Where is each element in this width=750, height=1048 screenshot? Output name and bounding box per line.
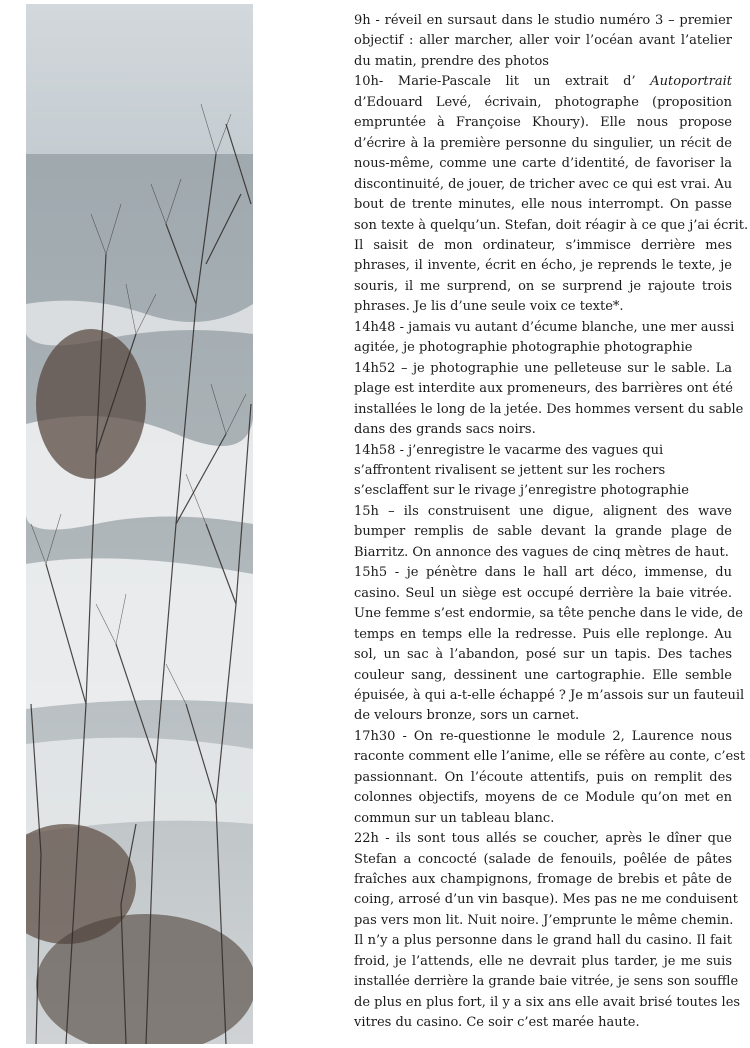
text-line: passionnant. On l’écoute attentifs, puis on remplit des (354, 769, 732, 785)
text-line: 9h - réveil en sursaut dans le studio numéro 3 – premier (354, 13, 732, 28)
text-line: sol, un sac à l’abandon, posé sur un tapis. Des taches (354, 647, 732, 663)
text-line: 15h – ils construisent une digue, alignent des wave (354, 503, 732, 519)
text-line: colonnes objectifs, moyens de ce Module qu’on met en (354, 790, 732, 806)
text-line: Stefan a concocté (salade de fenouils, poêlée de pâtes (354, 851, 732, 867)
seascape-photo (26, 4, 253, 1044)
journal-text (354, 11, 749, 1034)
text-line: coing, arrosé d’un vin basque). Mes pas ne me conduisent (354, 892, 738, 908)
text-line: fraîches aux champignons, fromage de brebis et pâte de (354, 872, 732, 888)
text-line: objectif : aller marcher, aller voir l’océan avant l’atelier (354, 33, 732, 49)
journal-entry-22h (354, 829, 741, 1034)
text-line: 22h - ils sont tous allés se coucher, après le dîner que (354, 831, 732, 847)
text-line: temps en temps elle la redresse. Puis elle replonge. Au (354, 626, 732, 642)
text-line: Une femme s’est endormie, sa tête penche dans le vide, de (354, 606, 743, 622)
text-line: installée derrière la grande baie vitrée, je sens son souffle (354, 974, 739, 990)
journal-entry-14h58 (354, 441, 732, 502)
text-line: épuisée, à qui a-t-elle échappé ? Je m’assois sur un fauteuil (354, 687, 745, 703)
text-line: couleur sang, dessinent une cartographie. Elle semble (354, 667, 732, 683)
text-line: souris, il me surprend, on se surprend je rajoute trois (354, 278, 732, 294)
seascape-photo-image (26, 4, 253, 1044)
text-line: froid, je l’attends, elle ne devrait plus tarder, je me suis (354, 953, 732, 969)
text-line (354, 72, 732, 92)
text-line: son texte à quelqu’un. Stefan, doit réagir à ce que j’ai écrit. (354, 217, 749, 233)
text-line: empruntée à Françoise Khoury). Elle nous propose (354, 115, 732, 131)
text-line: 14h58 - j’enregistre le vacarme des vagues qui (354, 442, 664, 458)
text-line: d’écrire à la première personne du singulier, un récit de (354, 135, 732, 151)
journal-entry-15h5 (354, 563, 745, 727)
text-line: Biarritz. On annonce des vagues de cinq mètres de haut. (354, 544, 729, 560)
text-line: 17h30 - On re-questionne le module 2, Laurence nous (354, 728, 732, 744)
text-line: Il saisit de mon ordinateur, s’immisce derrière mes (354, 237, 732, 253)
book-title: Autoportrait (650, 74, 732, 90)
text-line: agitée, je photographie photographie photographie (354, 340, 693, 356)
journal-entry-15h (354, 502, 732, 563)
text-line: Il n’y a plus personne dans le grand hall du casino. Il fait (354, 933, 732, 949)
text-line: raconte comment elle l’anime, elle se réfère au conte, c’est (354, 749, 746, 765)
text-line: casino. Seul un siège est occupé derrière la baie vitrée. (354, 585, 732, 601)
journal-entry-14h52 (354, 359, 744, 441)
text-line: commun sur un tableau blanc. (354, 810, 555, 826)
text-line: bumper remplis de sable devant la grande plage de (354, 524, 732, 540)
text-line: du matin, prendre des photos (354, 53, 549, 69)
text-line: phrases, il invente, écrit en écho, je reprends le texte, je (354, 258, 732, 274)
text-line: de velours bronze, sors un carnet. (354, 708, 580, 724)
text-line: nous-même, comme une carte d’identité, de favoriser la (354, 156, 732, 172)
text-line: 15h5 - je pénètre dans le hall art déco, immense, du (354, 565, 732, 581)
journal-entry-10h (354, 72, 749, 317)
text-line: discontinuité, de jouer, de tricher avec ce qui est vrai. Au (354, 176, 733, 192)
text-line: de plus en plus fort, il y a six ans elle avait brisé toutes les (354, 994, 741, 1010)
text-line: d’Edouard Levé, écrivain, photographe (proposition (354, 94, 732, 110)
journal-entry-14h48 (354, 318, 735, 359)
text-line: 14h48 - jamais vu autant d’écume blanche, une mer aussi (354, 319, 735, 335)
text-line: bout de trente minutes, elle nous interrompt. On passe (354, 197, 732, 213)
text-line: 14h52 – je photographie une pelleteuse sur le sable. La (354, 360, 732, 376)
text-line: installées le long de la jetée. Des hommes versent du sable (354, 401, 744, 417)
text-line: plage est interdite aux promeneurs, des barrières ont été (354, 381, 733, 397)
journal-entry-9h (354, 11, 732, 72)
text-line: s’esclaffent sur le rivage j’enregistre photographie (354, 483, 689, 499)
text-line: pas vers mon lit. Nuit noire. J’emprunte le même chemin. (354, 912, 734, 928)
text-line: s’affrontent rivalisent se jettent sur les rochers (354, 462, 666, 478)
entry-lead: 10h- Marie-Pascale lit un extrait d’ (354, 74, 651, 90)
text-line: dans des grands sacs noirs. (354, 422, 536, 438)
text-line: vitres du casino. Ce soir c’est marée haute. (354, 1015, 640, 1031)
text-line: phrases. Je lis d’une seule voix ce texte*. (354, 299, 624, 315)
journal-entry-17h30 (354, 727, 746, 829)
